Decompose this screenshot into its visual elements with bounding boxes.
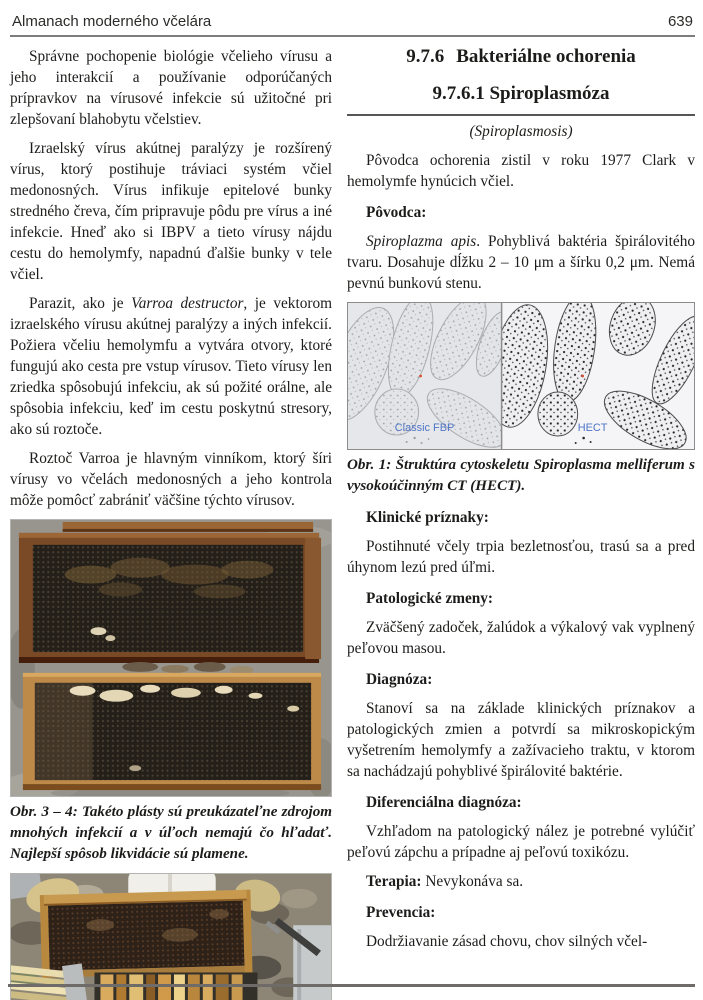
left-column (10, 38, 332, 1000)
label-therapy: Terapia: (366, 872, 422, 890)
latin-subtitle: (Spiroplasmosis) (469, 122, 573, 140)
paragraph-differential-diagnosis: Vzhľadom na patologický nález je potrebné vylúčiť peľovú zápchu a prípadne aj peľovú toxikózu. (347, 822, 695, 861)
species-name: Spiroplazma apis (366, 232, 477, 250)
page-header (10, 13, 695, 30)
subsection-rule (347, 114, 695, 116)
paragraph-clinical-signs: Postihnuté včely trpia bezletnosťou, trasú sa a pred úhynom lezú pred úľmi. (347, 537, 695, 576)
right-column (347, 38, 695, 1000)
figure-infected-combs (10, 519, 332, 865)
paragraph-diagnosis: Stanoví sa na základe klinických príznakov a patologických zmien a potvrdí sa mikroskopickým vyšetrením hemolymfy a zažívacieho traktu, v ktorom sa nachádzajú pohyblivé špirálovité baktérie. (347, 699, 695, 780)
book-title: Almanach moderného včelára (12, 13, 212, 30)
label-pathological-changes: Patologické zmeny: (366, 589, 494, 607)
paragraph-therapy: Terapia: Nevykonáva sa. (366, 872, 524, 890)
section-title: Bakteriálne ochorenia (456, 46, 636, 67)
figure-micrograph (347, 302, 695, 497)
label-differential-diagnosis: Diferenciálna diagnóza: (366, 793, 522, 811)
paragraph-varroa-vector: Parazit, ako je Varroa destructor, je vektorom izraelského vírusu akútnej paralýzy a iných infekcií. Požiera včeliu hemolymfu a vytvára otvory, ktoré fungujú ako cesta pre vstup vírusov. Tieto vírusy len zriedka spôsobujú infekciu, ak sú požité orálne, ale spôsobia infekciu, keď im cestu poskytnú stresory, ako sú roztoče. (10, 295, 332, 438)
paragraph-pathogen: Spiroplazma apis. Pohyblivá baktéria špirálovitého tvaru. Dosahuje dĺžku 2 – 10 μm a šírku 0,2 μm. Nemá pevnú bunkovú stenu. (347, 232, 695, 292)
paragraph-varroa-culprit: Roztoč Varroa je hlavným vinníkom, ktorý šíri vírusy vo včelách medonosných a jeho kontrola môže pomôcť zabrániť väčšine týchto vírusov. (10, 450, 332, 509)
label-diagnosis: Diagnóza: (366, 670, 433, 688)
micrograph-image (347, 302, 695, 450)
micrograph-label-right: HECT (577, 421, 608, 434)
species-name: Varroa destructor (131, 295, 244, 312)
page-number: 639 (667, 13, 693, 30)
paragraph-prevention: Dodržiavanie zásad chovu, chov silných včel- (366, 932, 648, 950)
paragraph-virus-biology: Správne pochopenie biológie včelieho vírusu a jeho interakcií a používanie odporúčaných prípravkov na vírusové infekcie sú užitočné pri zlepšovaní blahobytu včelstiev. (10, 48, 332, 128)
paragraph-israeli-virus: Izraelský vírus akútnej paralýzy je rozšírený vírus, ktorý postihuje tráviaci systém včiel medonosných. Vírus infikuje epitelové bunky stredného čreva, čím pripravuje pôdu pre vírus a iné infekcie. Hneď ako si IBPV a tieto vírusy nájdu cestu do hemolymfy, napadnú ďalšie bunky v tele včiel. (10, 140, 332, 283)
label-clinical-signs: Klinické príznaky: (366, 508, 489, 526)
header-rule (10, 35, 695, 37)
infected-combs-photo (10, 519, 332, 797)
figure-caption-combs: Obr. 3 – 4: Takéto plásty sú preukázateľne zdrojom mnohých infekcií a v úľoch nemajú čo hľadať. Najlepší spôsob likvidácie sú plamene. (10, 804, 332, 862)
paragraph-pathological-changes: Zväčšený zadoček, žalúdok a výkalový vak vyplnený peľovou masou. (347, 618, 695, 657)
figure-held-frame (10, 873, 332, 1000)
label-prevention: Prevencia: (366, 903, 436, 921)
figure-caption-micrograph: Obr. 1: Štruktúra cytoskeletu Spiroplasma melliferum s vysokoúčinným CT (HECT). (347, 456, 695, 494)
held-frame-photo (10, 873, 332, 1000)
marker-dot-left (419, 374, 422, 377)
footer-rule (8, 984, 695, 987)
paragraph-intro: Pôvodca ochorenia zistil v roku 1977 Clark v hemolymfe hynúcich včiel. (347, 151, 695, 190)
section-number: 9.7.6 (406, 46, 445, 67)
subsection-heading: 9.7.6.1 Spiroplasmóza (432, 83, 610, 104)
micrograph-label-left: Classic FBP (394, 421, 455, 434)
marker-dot-right (581, 374, 584, 377)
label-pathogen: Pôvodca: (366, 203, 427, 221)
section-heading (347, 45, 695, 68)
